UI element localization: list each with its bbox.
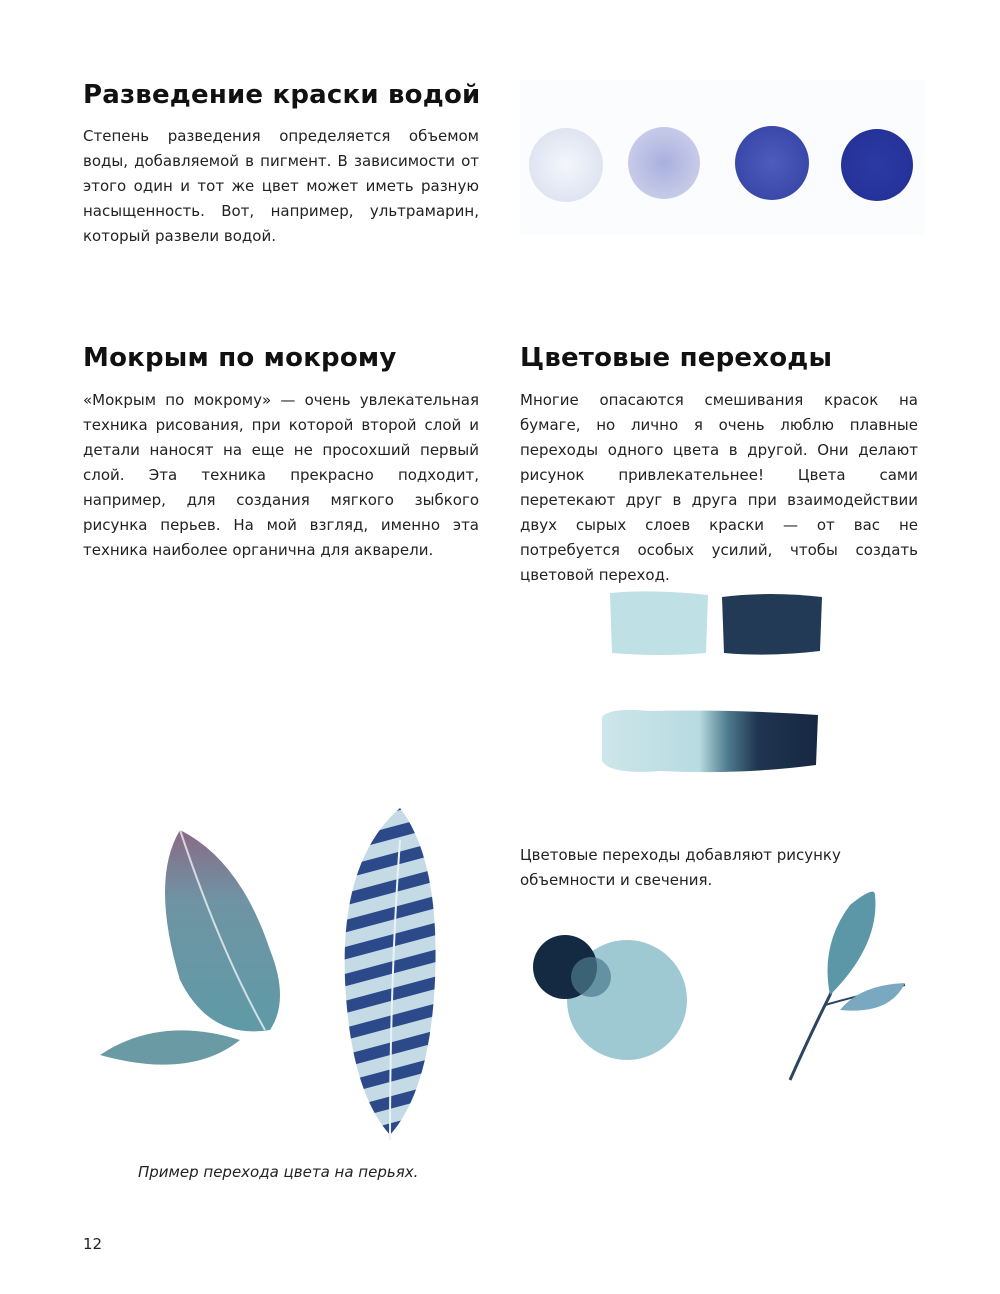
blended-swatch xyxy=(602,710,818,772)
swatch-very-diluted xyxy=(529,128,603,202)
section-title-dilution: Разведение краски водой xyxy=(83,80,481,110)
color-transitions-paragraph: Многие опасаются смешивания красок на бумаге, но лично я очень люблю плавные переходы одного цвета в другой. Они делают рисунок привлекательнее! Цвета сами перетекают друг в друга при взаимодействии двух сырых слоев краски — от вас не потребуется особых усилий, чтобы создать цветовой переход. xyxy=(520,391,918,584)
section-title-wet-on-wet: Мокрым по мокрому xyxy=(83,343,397,373)
section-title-color-transitions: Цветовые переходы xyxy=(520,343,833,373)
left-feather xyxy=(165,830,280,1031)
dilution-paragraph: Степень разведения определяется объемом воды, добавляемой в пигмент. В зависимости от этого один и тот же цвет может иметь разную насыщенность. Вот, например, ультрамарин, который развели водой. xyxy=(83,127,479,245)
feathers-illustration xyxy=(90,800,450,1145)
feathers-caption: Пример перехода цвета на перьях. xyxy=(138,1163,419,1181)
ultramarine-dilution-swatches xyxy=(520,80,925,235)
dark-swatch xyxy=(722,594,822,655)
swatch-saturated xyxy=(841,129,913,201)
lower-leaf xyxy=(840,983,905,1011)
wet-on-wet-paragraph: «Мокрым по мокрому» — очень увлекательная техника рисования, при которой второй слой и детали наносят на еще не просохший первый слой. Эта техника прекрасно подходит, например, для создания мягкого зыбкого рисунка перьев. На мой взгляд, именно эта техника наиболее органична для акварели. xyxy=(83,391,479,559)
page-number: 12 xyxy=(83,1235,103,1253)
color-transitions-caption: Цветовые переходы добавляют рисунку объемности и свечения. xyxy=(520,846,841,889)
blended-circles-illustration xyxy=(525,925,700,1060)
swatch-diluted xyxy=(628,127,700,199)
swatch-medium xyxy=(735,126,809,200)
light-swatch xyxy=(610,591,708,655)
leaf-branch-illustration xyxy=(780,885,910,1085)
gradient-swatches-illustration xyxy=(590,585,830,785)
upper-leaf xyxy=(828,892,876,995)
left-feather-tail xyxy=(100,1030,240,1064)
